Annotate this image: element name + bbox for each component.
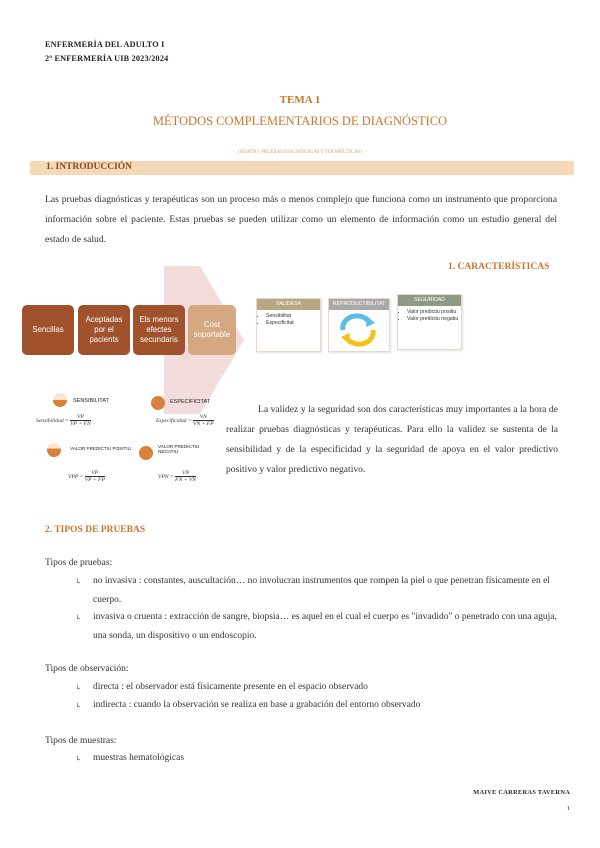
list-item: ↳ muestras hematológicas — [93, 749, 559, 768]
intro-paragraph: Las pruebas diagnósticas y terapéuticas son un proceso más o menos complejo que funciona como un instrumento que proporciona información sobre el paciente. Estas pruebas se pueden utilizar como un elemento de información como un estudio general del estado de salud. — [45, 194, 557, 245]
vpn-icon — [139, 446, 153, 460]
vpn-formula: VPN = $\frac{VN}{FN + VN}$ — [158, 470, 197, 483]
list-item: ↳ no invasiva : constantes, auscultación… no involucran instrumentos que rompen la piel o que penetran físicamente en el cuerpo. — [93, 572, 559, 610]
box-efectes: Els menors efectes secundaris — [133, 305, 185, 355]
bullet-arrow-icon: ↳ — [75, 701, 82, 710]
card-seguridad-item: • Valor predictiu positiu — [407, 309, 461, 316]
header-course: ENFERMERÍA DEL ADULTO I — [45, 40, 165, 49]
card-validesa-item: • Especificitat — [266, 320, 320, 327]
footer-author: MAIVE CARRERAS TAVERNA — [473, 789, 570, 796]
list-item: ↳ invasiva o cruenta : extracción de sangre, biopsia… es aquel en el cual el cuerpo es "invadido" o penetrado con una aguja, una sonda, un dispositivo o un endoscopio. — [93, 608, 559, 646]
page-number: 1 — [566, 805, 570, 812]
vpp-label: VALOR PREDICTIU POSITIU — [70, 446, 131, 451]
card-reproductibilitat-title: REPRODUCTIBILITAT — [329, 299, 389, 310]
bullet-arrow-icon: ↳ — [75, 683, 82, 692]
header-year: 2º ENFERMERÍA UIB 2023/2024 — [45, 54, 169, 63]
bullet-arrow-icon: ↳ — [75, 613, 82, 622]
box-cost: Cost soportable — [188, 305, 236, 355]
list-item: ↳ indirecta : cuando la observación se realiza en base a grabación del entorno observado — [93, 696, 559, 715]
sensibilitat-label: SENSIBILITAT — [73, 398, 109, 404]
session-subtitle: (SESIÓN 1 PRUEBAS DIAGNÓSTICAS Y TERAPÉUTICAS) — [238, 150, 362, 155]
card-seguridad-item: • Valor predictiu negatiu — [407, 316, 461, 323]
caracteristicas-heading: 1. CARACTERÍSTICAS — [448, 262, 550, 272]
cycle-icon — [329, 310, 387, 348]
card-validesa-title: VALIDESA — [257, 299, 320, 310]
bullet-arrow-icon: ↳ — [75, 577, 82, 586]
vpp-icon — [47, 443, 61, 457]
card-reproductibilitat — [328, 298, 390, 352]
card-seguridad-title: SEGURIDAD — [398, 295, 461, 306]
especificitat-label: ESPECIFICITAT — [170, 399, 211, 405]
main-title: MÉTODOS COMPLEMENTARIOS DE DIAGNÓSTICO — [152, 114, 448, 128]
group-title: Tipos de muestras: — [45, 736, 117, 746]
box-sencillas: Sencillas — [22, 305, 74, 355]
sensibilitat-formula: Sensibilidad = $\frac{VP}{VP + FN}$ — [36, 414, 91, 427]
vpn-label: VALOR PREDICTIU NEGATIU — [158, 444, 200, 454]
sensibilitat-icon — [53, 393, 67, 407]
especificitat-icon — [151, 396, 165, 410]
section2-heading: 2. TIPOS DE PRUEBAS — [45, 525, 146, 535]
group-title: Tipos de pruebas: — [45, 558, 113, 568]
caracteristicas-paragraph: La validez y la seguridad son dos características muy importantes a la hora de realizar pruebas diagnósticas y terapéuticas. Para ello la validez se sustenta de la sensibilidad y de la especificidad y la seguridad de apoya en el valor predictivo positivo y valor predictivo negativo. — [226, 404, 558, 475]
box-aceptadas: Aceptadas por el pacients — [78, 305, 130, 355]
card-seguridad — [397, 294, 462, 350]
section1-heading: 1. INTRODUCCIÓN — [46, 162, 133, 172]
card-validesa-item: • Sensibilitat — [266, 313, 320, 320]
card-validesa — [256, 298, 321, 352]
bullet-arrow-icon: ↳ — [75, 754, 82, 763]
tema-title: TEMA 1 — [279, 94, 321, 106]
especificitat-formula: Especificidad = $\frac{VN}{VN + FP}$ — [156, 414, 214, 427]
vpp-formula: VPP = $\frac{VP}{VP + FP}$ — [68, 470, 105, 483]
list-item: ↳ directa : el observador está físicamente presente en el espacio observado — [93, 678, 559, 697]
group-title: Tipos de observación: — [45, 664, 129, 674]
